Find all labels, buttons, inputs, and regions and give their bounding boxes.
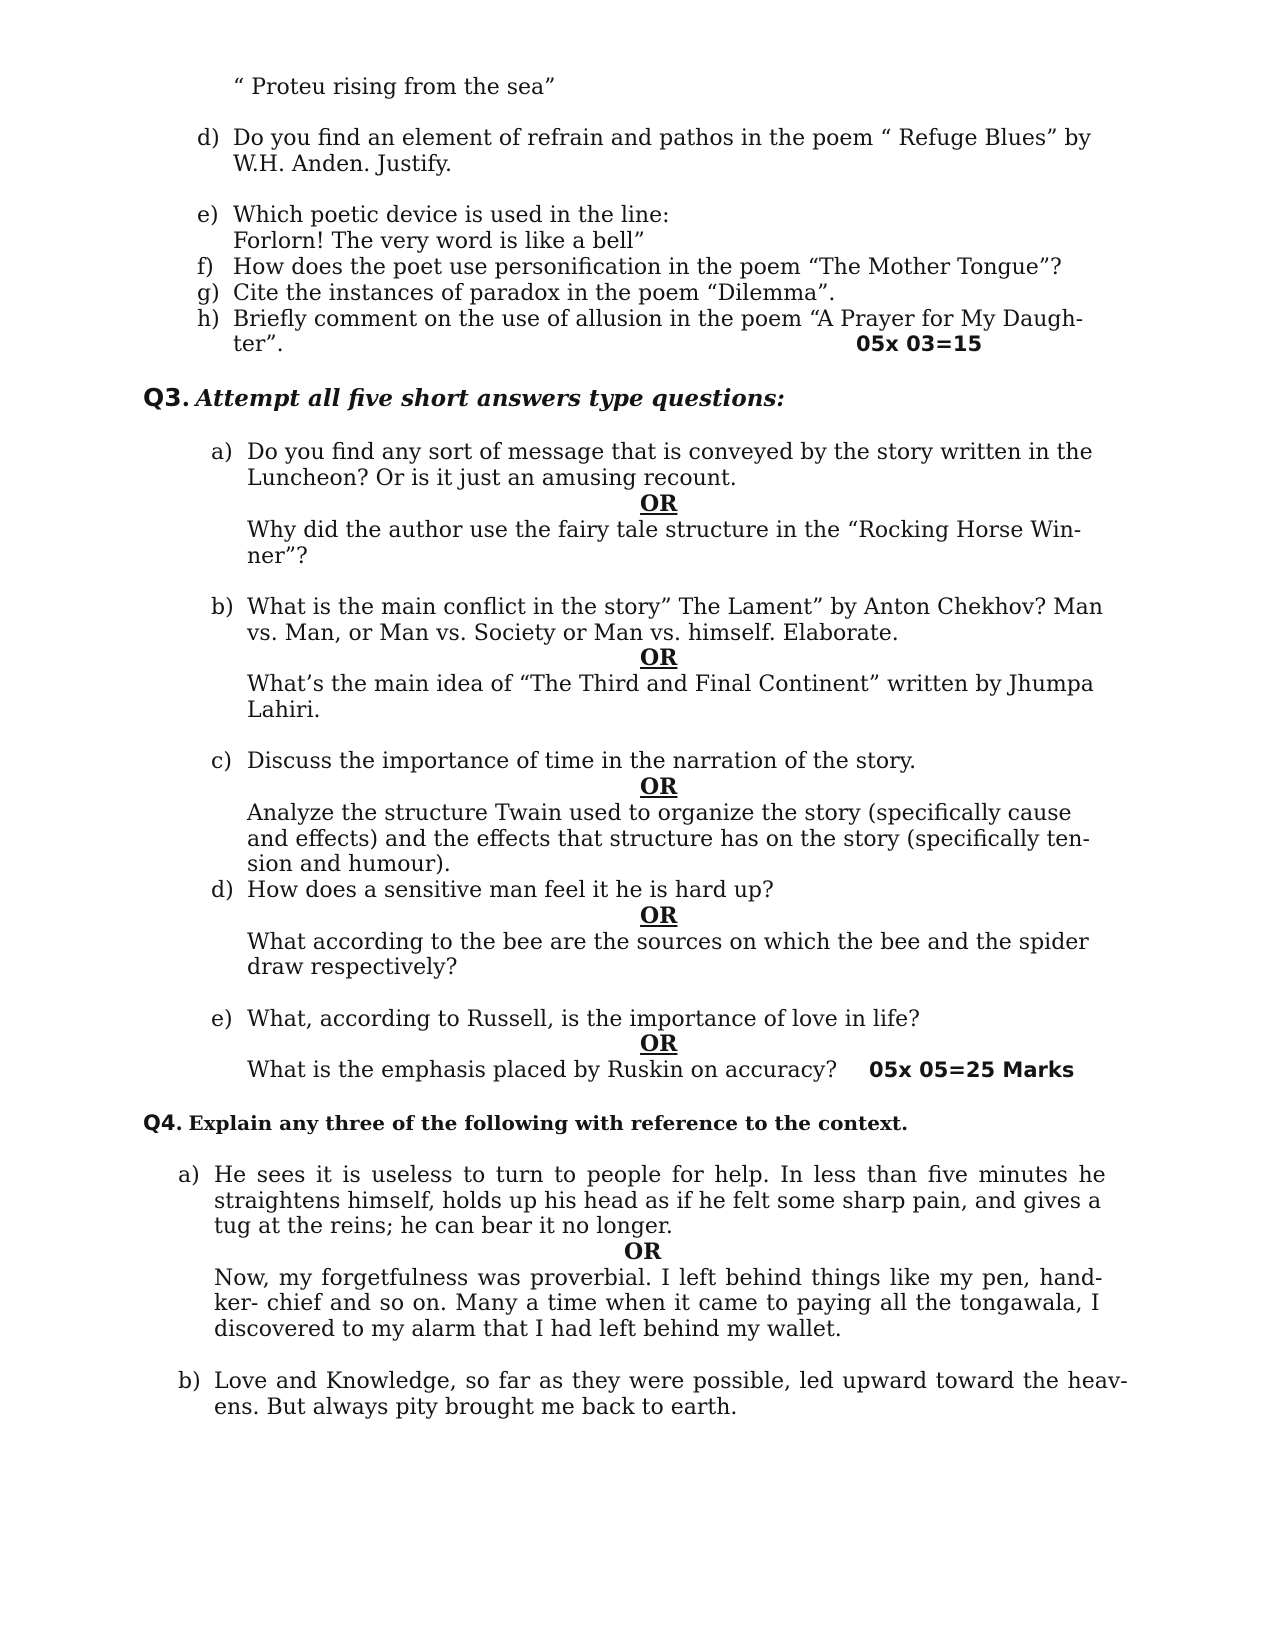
q4-a-alt-line: Now, my forgetfulness was proverbial. I left behind things like my pen, hand- <box>214 1266 1103 1291</box>
q4-a-alt-line: ker- chief and so on. Many a time when it came to paying all the tongawala, I <box>214 1291 1100 1316</box>
q3-a-alt-line: ner”? <box>247 544 308 569</box>
q2-g-line: Cite the instances of paradox in the poem “Dilemma”. <box>233 281 836 306</box>
q4-heading <box>143 1109 908 1139</box>
q4-b-line: Love and Knowledge, so far as they were possible, led upward toward the heav- <box>214 1369 1128 1394</box>
q3-heading <box>143 382 785 417</box>
q3-c-line: Discuss the importance of time in the narration of the story. <box>247 749 917 774</box>
q3-b-alt-line: Lahiri. <box>247 698 321 723</box>
q3-d-line: How does a sensitive man feel it he is hard up? <box>247 878 774 903</box>
q2-d-label: d) <box>197 126 220 151</box>
q3-a-label: a) <box>211 440 233 465</box>
q3-e-label: e) <box>211 1007 233 1032</box>
q2-g-label: g) <box>197 281 220 306</box>
q2-e-label: e) <box>197 203 219 228</box>
q4-a-line: straightens himself, holds up his head as if he felt some sharp pain, and gives a <box>214 1189 1102 1214</box>
q3-b-line: vs. Man, or Man vs. Society or Man vs. himself. Elaborate. <box>247 621 899 646</box>
q2-e-line: Which poetic device is used in the line: <box>233 203 670 228</box>
q3-d-or: OR <box>640 903 678 929</box>
q4-a-label: a) <box>178 1163 200 1188</box>
q3-c-alt-line: sion and humour). <box>247 852 451 877</box>
q3-b-alt-line: What’s the main idea of “The Third and Final Continent” written by Jhumpa <box>247 672 1094 697</box>
q4-b-label: b) <box>178 1369 201 1394</box>
q2-h-label: h) <box>197 307 220 332</box>
q3-a-or: OR <box>640 491 678 517</box>
q4-a-line: He sees it is useless to turn to people for help. In less than five minutes he <box>214 1163 1106 1188</box>
q3-b-line: What is the main conflict in the story” The Lament” by Anton Chekhov? Man <box>247 595 1103 620</box>
q4-a-alt-line: discovered to my alarm that I had left behind my wallet. <box>214 1317 842 1342</box>
q3-c-label: c) <box>211 749 232 774</box>
q2-f-line: How does the poet use personification in the poem “The Mother Tongue”? <box>233 255 1062 280</box>
q2-c-tail: “ Proteu rising from the sea” <box>233 75 556 100</box>
q2-f-label: f) <box>197 255 214 280</box>
q2-marks: 05x 03=15 <box>856 332 983 356</box>
q3-e-line: What, according to Russell, is the importance of love in life? <box>247 1007 920 1032</box>
q3-title: Attempt all five short answers type questions: <box>195 385 785 412</box>
q3-dot: . <box>181 383 191 412</box>
q3-d-alt-line: draw respectively? <box>247 955 458 980</box>
q3-marks: 05x 05=25 Marks <box>869 1058 1075 1082</box>
q3-d-alt-line: What according to the bee are the sources on which the bee and the spider <box>247 930 1089 955</box>
q3-c-alt-line: and effects) and the effects that structure has on the story (specifically ten- <box>247 827 1090 852</box>
q3-b-label: b) <box>211 595 234 620</box>
q2-h-line: ter”. <box>233 332 284 357</box>
q3-e-alt-line: What is the emphasis placed by Ruskin on accuracy? <box>247 1058 838 1083</box>
q4-dot: . <box>175 1110 183 1135</box>
q4-number: Q4 <box>143 1111 176 1135</box>
q3-c-alt-line: Analyze the structure Twain used to organize the story (specifically cause <box>247 801 1072 826</box>
q4-a-or: OR <box>624 1239 662 1265</box>
q2-h-line: Briefly comment on the use of allusion in the poem “A Prayer for My Daugh- <box>233 307 1084 332</box>
q4-a-line: tug at the reins; he can bear it no longer. <box>214 1214 673 1239</box>
q4-title: Explain any three of the following with reference to the context. <box>188 1111 909 1135</box>
q2-e-line: Forlorn! The very word is like a bell” <box>233 229 645 254</box>
q3-number: Q3 <box>143 383 182 412</box>
q3-a-line: Luncheon? Or is it just an amusing recount. <box>247 466 737 491</box>
q4-b-line: ens. But always pity brought me back to earth. <box>214 1395 738 1420</box>
q3-c-or: OR <box>640 774 678 800</box>
q3-b-or: OR <box>640 645 678 671</box>
q2-d-line: W.H. Anden. Justify. <box>233 152 453 177</box>
q3-e-or: OR <box>640 1031 678 1057</box>
q3-a-line: Do you find any sort of message that is conveyed by the story written in the <box>247 440 1093 465</box>
q3-a-alt-line: Why did the author use the fairy tale structure in the “Rocking Horse Win- <box>247 518 1082 543</box>
q3-d-label: d) <box>211 878 234 903</box>
q2-d-line: Do you find an element of refrain and pathos in the poem “ Refuge Blues” by <box>233 126 1091 151</box>
